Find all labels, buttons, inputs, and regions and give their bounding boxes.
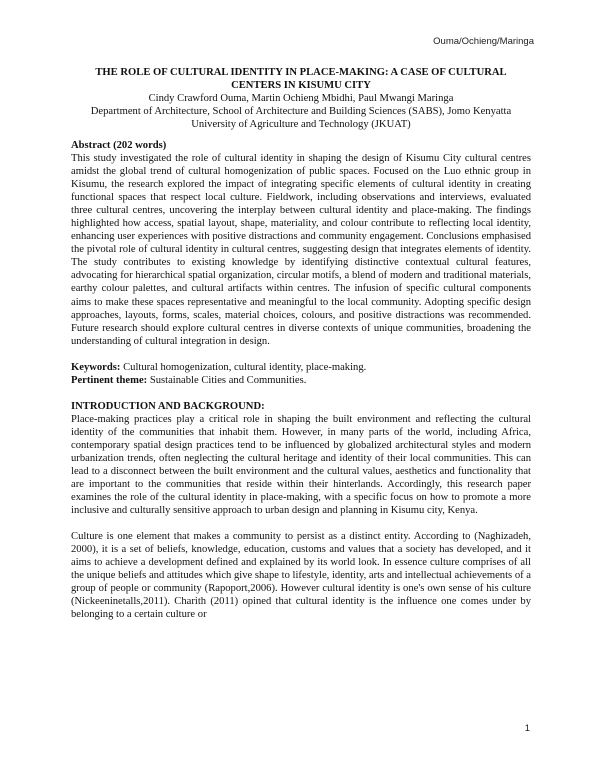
author-list: Cindy Crawford Ouma, Martin Ochieng Mbidhi, Paul Mwangi Maringa <box>148 93 454 104</box>
abstract-heading: Abstract (202 words) <box>71 140 167 151</box>
page-number: 1 <box>524 723 530 734</box>
theme-line <box>71 374 531 387</box>
introduction-heading: INTRODUCTION AND BACKGROUND: <box>71 400 265 412</box>
page-content <box>71 66 531 622</box>
spacer <box>71 348 531 361</box>
keywords-line <box>71 361 531 374</box>
running-head: Ouma/Ochieng/Maringa <box>433 36 534 47</box>
introduction-paragraph-1: Place-making practices play a critical role in shaping the built environment and reflecting the cultural identity of the communities that inhabit them. However, in many parts of the world, including Africa, contemporary spatial design practices tend to be influenced by globalized architectural styles and modern urbanization trends, often neglecting the cultural heritage and identity of their local communities. This can lead to a disconnect between the built environment and the cultural values, aesthetics and functionality that are important to the communities that reside within their hinterlands. Accordingly, this research paper examines the role of the cultural identity in place-making, with a specific focus on how to promote a more inclusive and culturally sensitive approach to urban design and planning in Kisumu city, Kenya. <box>71 413 531 517</box>
theme-value: Sustainable Cities and Communities. <box>147 374 307 386</box>
theme-label: Pertinent theme: <box>71 374 148 386</box>
paper-title: THE ROLE OF CULTURAL IDENTITY IN PLACE-MAKING: A CASE OF CULTURAL CENTERS IN KISUMU CITY <box>95 67 507 91</box>
abstract-text: This study investigated the role of cultural identity in shaping the design of Kisumu City cultural centres amidst the global trend of cultural homogenization of public spaces. Focused on the Luo ethnic group in Kisumu, the research explored the impact of integrating specific elements of cultural identity in creating functional spaces that respect local culture. Fieldwork, including observations and interviews, evaluated three cultural centres, uncovering the interplay between cultural identity and place-making. The findings highlighted how access, spatial layout, shape, materiality, and colour contribute to reflecting local identity, enhancing user experiences with positive distractions and community engagement. Conclusions emphasised the pivotal role of cultural identity in cultural centres, suggesting design that integrates elements of identity. The study contributes to existing knowledge by identifying distinctive contextual cultural features, advocating for hierarchical spatial organization, circular motifs, a blend of modern and traditional materials, earthy colour palettes, and cultural artifacts within centres. The infusion of specific cultural components aims to make these spaces representative and meaningful to the local community. Adopting specific design approaches, layouts, forms, scales, material choices, colours, and positive distractions was recommended. Future research should explore cultural centres in diverse contexts of unique communities, broadening the understanding of cultural integration in design. <box>71 153 531 347</box>
affiliation: Department of Architecture, School of Architecture and Building Sciences (SABS), Jomo Kenyatta University of Agriculture and Technology (JKUAT) <box>90 106 512 130</box>
keywords-value: Cultural homogenization, cultural identity, place-making. <box>120 361 367 373</box>
spacer <box>71 517 531 530</box>
introduction-paragraph-2: Culture is one element that makes a community to persist as a distinct entity. According to (Naghizadeh, 2000), it is a set of beliefs, knowledge, education, customs and values that a society has developed, and it aims to achieve a development defined and explained by its world look. In essence culture comprises of all the unique beliefs and attitudes which give shape to lifestyle, identity, arts and intellectual achievements of a group of people or community (Rapoport,2006). However cultural identity is one's own sense of his culture (Nickeeninetalls,2011). Charith (2011) opined that cultural identity is the influence one comes under by belonging to a certain culture or <box>71 531 531 621</box>
spacer <box>71 387 531 400</box>
keywords-label: Keywords: <box>71 361 121 373</box>
